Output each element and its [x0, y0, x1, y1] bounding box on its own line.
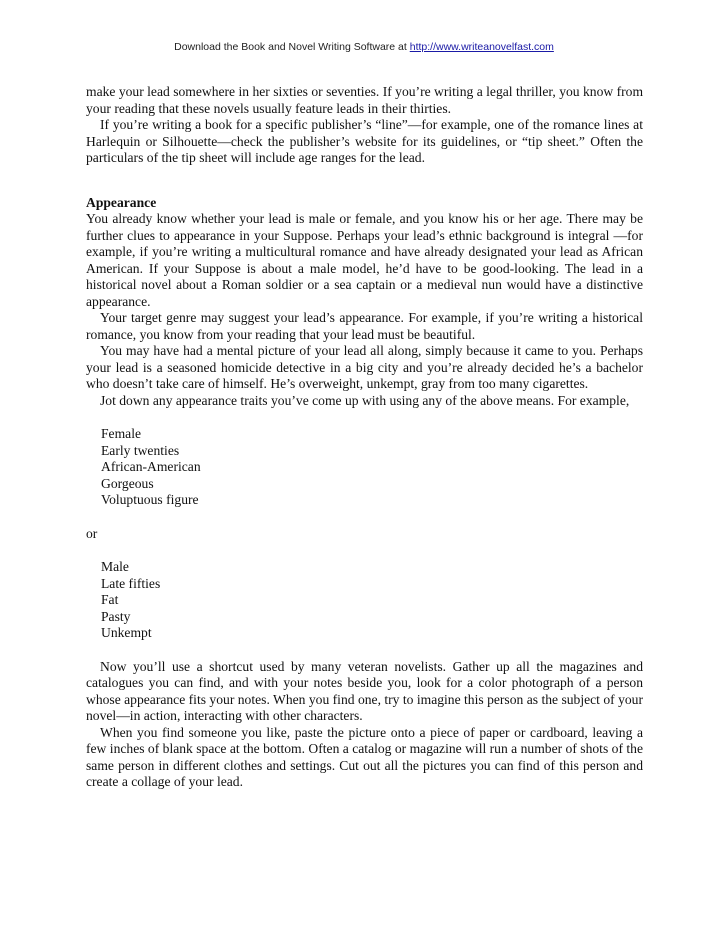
list-item: Unkempt: [101, 625, 152, 640]
list-item: Fat: [101, 592, 119, 607]
paragraph: You may have had a mental picture of your lead all along, simply because it came to you. Perhaps your lead is a seasoned homicide detective in a big city and you’re already decided he’s a bachelor who doesn’t take care of himself. He’s overweight, unkempt, gray from too many cigarettes.: [86, 343, 643, 391]
list-item: Late fifties: [101, 575, 161, 591]
paragraph: Now you’ll use a shortcut used by many veteran novelists. Gather up all the magazines and catalogues you can find, and with your notes beside you, look for a color photograph of a person whose appearance fits your notes. When you find one, try to imagine this person as the subject of your novel—in action, interacting with other characters.: [86, 658, 643, 723]
paragraph: When you find someone you like, paste the picture onto a piece of paper or cardboard, leaving a few inches of blank space at the bottom. Often a catalog or magazine will run a number of shots of the same person in different clothes and settings. Cut out all the pictures you can find of this person and create a collage of your lead.: [86, 724, 643, 789]
list-item: African-American: [101, 459, 201, 474]
trait-list-female: [86, 426, 643, 509]
page-header: [0, 41, 728, 53]
paragraph: If you’re writing a book for a specific publisher’s “line”—for example, one of the romance lines at Harlequin or Silhouette—check the publisher’s website for its guidelines, or “tip sheet.” Often the particulars of the tip sheet will include age ranges for the lead.: [86, 117, 643, 165]
list-item: Pasty: [101, 608, 131, 624]
or-separator: or: [86, 525, 98, 541]
list-item: Female: [101, 426, 142, 441]
list-item: Voluptuous figure: [101, 492, 199, 507]
header-text: Download the Book and Novel Writing Software at: [174, 41, 410, 53]
paragraph: You already know whether your lead is male or female, and you know his or her age. There may be further clues to appearance in your Suppose. Perhaps your lead’s ethnic background is integral —for example, if you’re writing a multicultural romance and have already designated your lead as African American. If your Suppose is about a male model, he’d have to be good-looking. The lead in a historical novel about a Roman soldier or a sea captain or a medieval nun would have a distinctive appearance.: [86, 211, 643, 309]
list-item: Early twenties: [101, 442, 180, 458]
paragraph: Your target genre may suggest your lead’s appearance. For example, if you’re writing a historical romance, you know from your reading that your lead must be beautiful.: [86, 310, 643, 342]
page-body: [86, 84, 643, 791]
list-item: Gorgeous: [101, 475, 154, 491]
paragraph: Jot down any appearance traits you’ve come up with using any of the above means. For example,: [100, 392, 630, 408]
section-heading: Appearance: [86, 194, 157, 210]
paragraph: make your lead somewhere in her sixties or seventies. If you’re writing a legal thriller, you know from your reading that these novels usually feature leads in their thirties.: [86, 84, 644, 116]
list-item: Male: [101, 559, 129, 574]
website-link[interactable]: http://www.writeanovelfast.com: [409, 41, 554, 53]
trait-list-male: [86, 559, 643, 642]
